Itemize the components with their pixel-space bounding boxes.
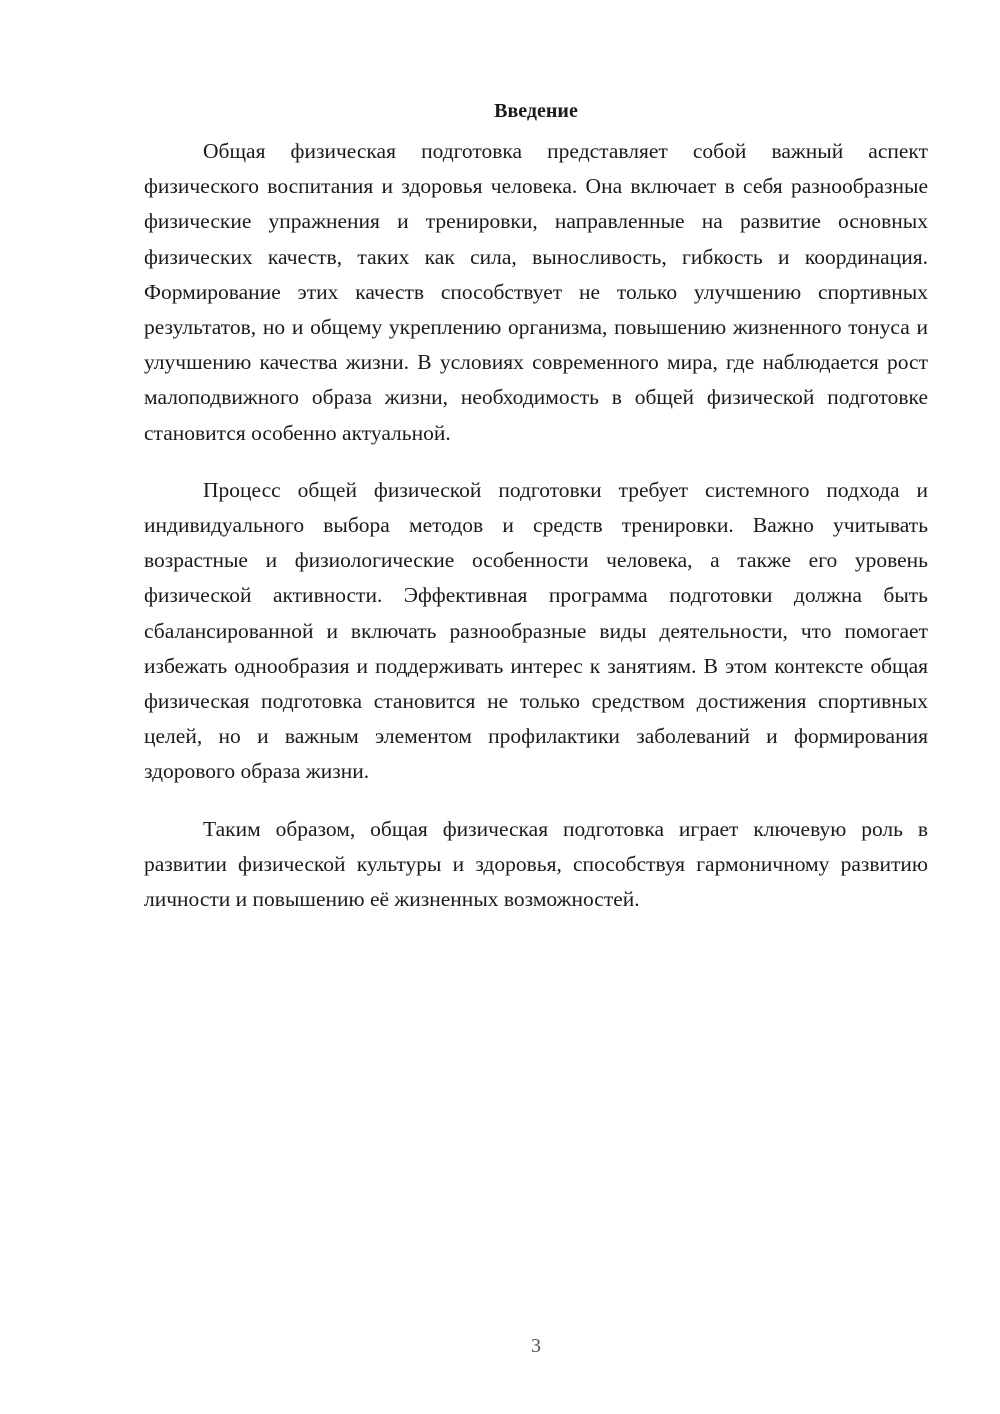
paragraph-2: Процесс общей физической подготовки требует системного подхода и индивидуального выбора методов и средств тренировки. Важно учитывать возрастные и физиологические особенности человека, а также его уровень физической активности. Эффективная программа подготовки должна быть сбалансированной и включать разнообразные виды деятельности, что помогает избежать однообразия и поддерживать интерес к занятиям. В этом контексте общая физическая подготовка становится не только средством достижения спортивных целей, но и важным элементом профилактики заболеваний и формирования здорового образа жизни. xyxy=(144,477,928,784)
paragraph-1: Общая физическая подготовка представляет собой важный аспект физического воспитания и здоровья человека. Она включает в себя разнообразные физические упражнения и тренировки, направленные на развитие основных физических качеств, таких как сила, выносливость, гибкость и координация. Формирование этих качеств способствует не только улучшению спортивных результатов, но и общему укреплению организма, повышению жизненного тонуса и улучшению качества жизни. В условиях современного мира, где наблюдается рост малоподвижного образа жизни, необходимость в общей физической подготовке становится особенно актуальной. xyxy=(144,139,928,445)
paragraph-3: Таким образом, общая физическая подготовка играет ключевую роль в развитии физической культуры и здоровья, способствуя гармоничному развитию личности и повышению её жизненных возможностей. xyxy=(144,816,928,912)
page-number: 3 xyxy=(531,1335,541,1357)
page-title: Введение xyxy=(494,100,578,122)
page-content xyxy=(144,96,928,917)
